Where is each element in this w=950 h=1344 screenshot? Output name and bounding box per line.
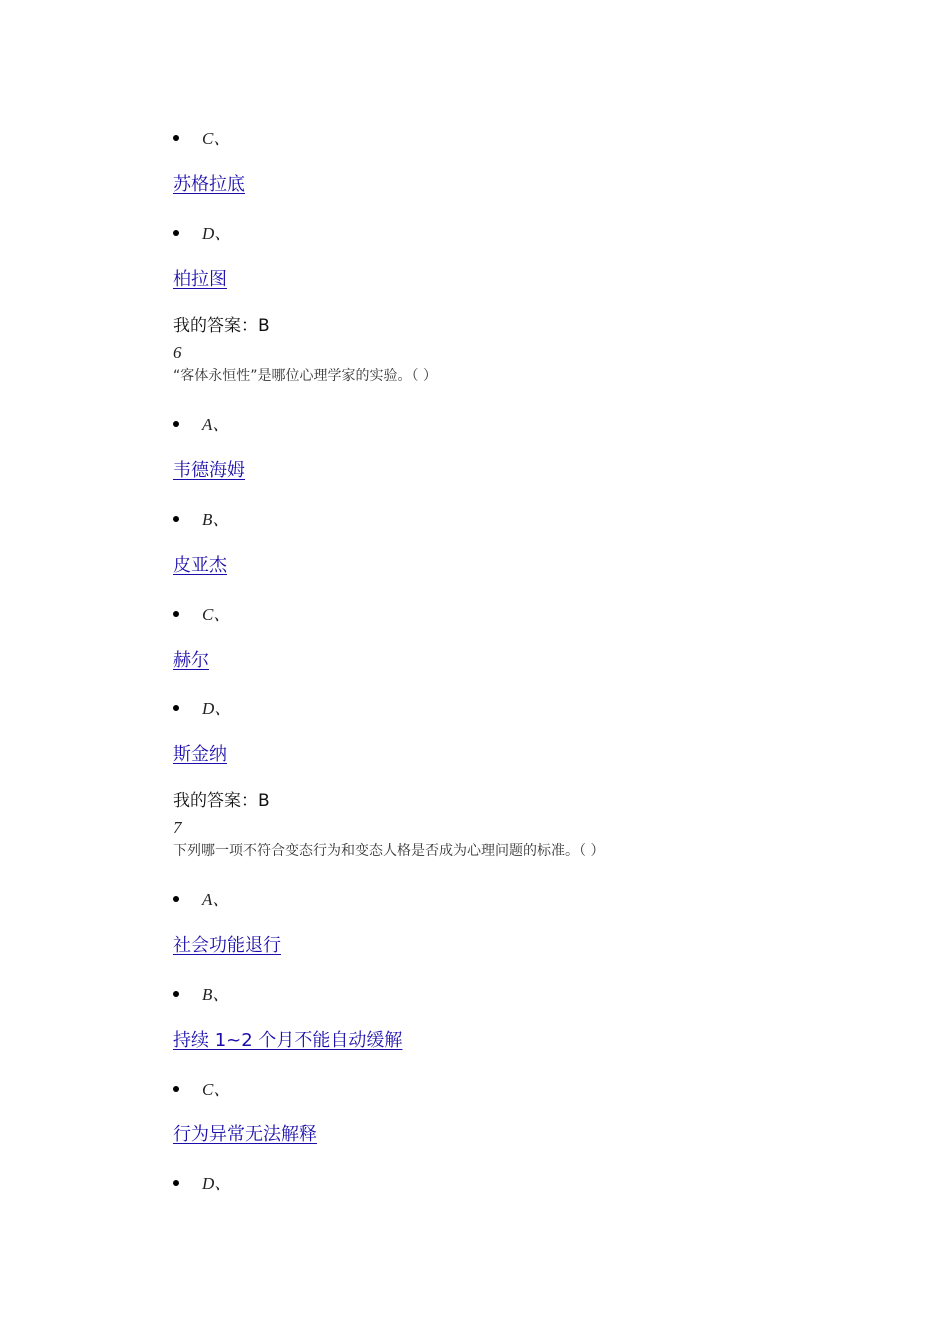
my-answer: 我的答案：B — [173, 316, 270, 336]
option-link-b[interactable]: 持续 1~2 个月不能自动缓解 — [173, 1030, 403, 1051]
option-link-a[interactable]: 社会功能退行 — [173, 935, 281, 956]
option-letter: C、 — [202, 605, 231, 624]
option-bullet — [173, 1180, 179, 1186]
option-letter: A、 — [202, 415, 230, 434]
option-bullet — [173, 230, 179, 236]
option-bullet — [173, 1086, 179, 1092]
option-bullet — [173, 896, 179, 902]
option-link-plato[interactable]: 柏拉图 — [173, 269, 227, 290]
option-letter: B、 — [202, 985, 230, 1004]
option-link-d[interactable]: 斯金纳 — [173, 744, 227, 765]
option-link-b[interactable]: 皮亚杰 — [173, 555, 227, 576]
option-bullet — [173, 135, 179, 141]
option-link-a[interactable]: 韦德海姆 — [173, 460, 245, 481]
question-number: 7 — [173, 818, 182, 837]
question-text: 下列哪一项不符合变态行为和变态人格是否成为心理问题的标准。（ ） — [173, 843, 605, 859]
option-letter: C、 — [202, 129, 231, 148]
option-letter: C、 — [202, 1080, 231, 1099]
option-letter: D、 — [202, 1174, 232, 1193]
option-bullet — [173, 991, 179, 997]
option-letter: B、 — [202, 510, 230, 529]
option-link-socrates[interactable]: 苏格拉底 — [173, 174, 245, 195]
option-bullet — [173, 705, 179, 711]
option-letter: D、 — [202, 699, 232, 718]
option-letter: A、 — [202, 890, 230, 909]
question-number: 6 — [173, 343, 182, 362]
option-link-c[interactable]: 赫尔 — [173, 650, 209, 671]
question-text: “客体永恒性”是哪位心理学家的实验。（ ） — [173, 368, 437, 384]
option-bullet — [173, 421, 179, 427]
my-answer: 我的答案：B — [173, 791, 270, 811]
option-link-c[interactable]: 行为异常无法解释 — [173, 1124, 317, 1145]
option-letter: D、 — [202, 224, 232, 243]
option-bullet — [173, 611, 179, 617]
option-bullet — [173, 516, 179, 522]
